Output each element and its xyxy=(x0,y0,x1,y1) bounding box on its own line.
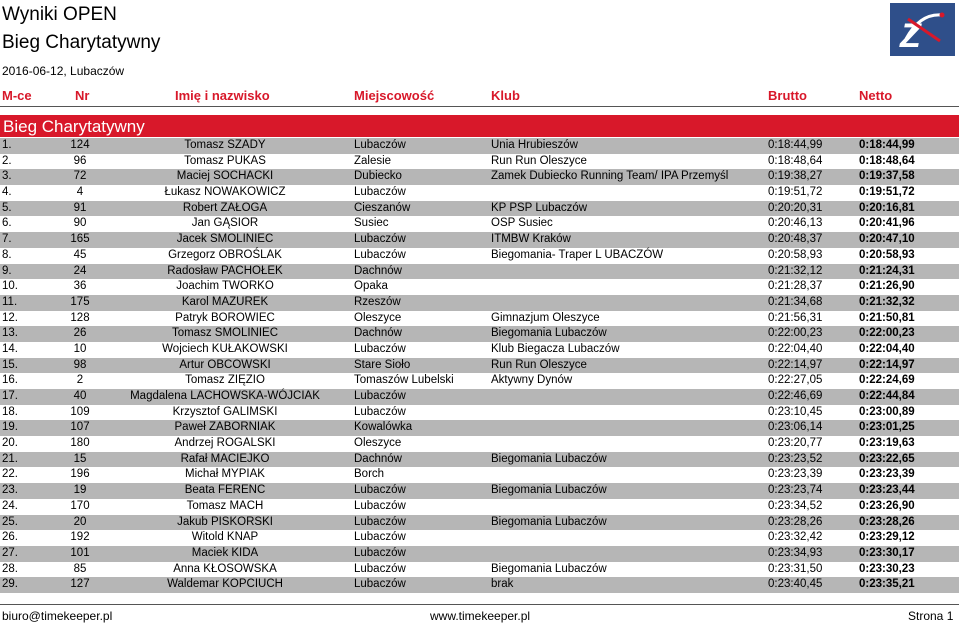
gross-time-cell: 0:20:46,13 xyxy=(768,217,823,230)
footer-website[interactable]: www.timekeeper.pl xyxy=(430,609,531,623)
gross-time-cell: 0:21:32,12 xyxy=(768,264,823,277)
name-cell: Radosław PACHOŁEK xyxy=(167,264,283,277)
name-cell: Michał MYPIAK xyxy=(185,468,265,481)
net-time-cell: 0:18:44,99 xyxy=(859,139,915,151)
place-cell: 9. xyxy=(2,264,12,277)
footer-page-number: Strona 1 xyxy=(908,609,954,623)
gross-time-cell: 0:23:23,74 xyxy=(768,484,823,497)
net-time-cell: 0:23:29,12 xyxy=(859,531,915,544)
col-header-place: M-ce xyxy=(2,88,32,103)
place-cell: 10. xyxy=(2,280,18,293)
table-row xyxy=(0,389,959,405)
club-cell: Klub Biegacza Lubaczów xyxy=(491,342,620,355)
date-location: 2016-06-12, Lubaczów xyxy=(2,64,125,78)
place-cell: 16. xyxy=(2,374,18,387)
city-cell: Lubaczów xyxy=(354,546,406,559)
net-time-cell: 0:23:30,17 xyxy=(859,546,915,559)
gross-time-cell: 0:20:58,93 xyxy=(768,248,823,261)
gross-time-cell: 0:23:28,26 xyxy=(768,515,823,528)
place-cell: 15. xyxy=(2,358,18,371)
table-row xyxy=(0,358,959,374)
gross-time-cell: 0:23:23,39 xyxy=(768,468,823,481)
place-cell: 22. xyxy=(2,468,18,481)
name-cell: Karol MAZUREK xyxy=(181,295,269,308)
number-cell: 26 xyxy=(73,327,87,340)
number-cell: 19 xyxy=(73,484,87,497)
name-cell: Robert ZAŁOGA xyxy=(182,201,268,214)
logo xyxy=(890,3,955,56)
net-time-cell: 0:23:26,90 xyxy=(859,499,915,512)
place-cell: 28. xyxy=(2,562,18,575)
number-cell: 165 xyxy=(70,233,90,246)
name-cell: Grzegorz OBROŚLAK xyxy=(168,248,282,261)
svg-text:Z: Z xyxy=(900,17,921,55)
place-cell: 25. xyxy=(2,515,18,528)
footer-divider xyxy=(0,604,959,605)
net-time-cell: 0:22:24,69 xyxy=(859,374,915,387)
club-cell: Biegomania- Traper L UBACZÓW xyxy=(491,248,664,261)
gross-time-cell: 0:23:10,45 xyxy=(768,405,823,418)
gross-time-cell: 0:22:46,69 xyxy=(768,390,823,402)
gross-time-cell: 0:18:48,64 xyxy=(768,154,823,167)
city-cell: Lubaczów xyxy=(354,390,406,402)
city-cell: Lubaczów xyxy=(354,186,406,199)
column-header-row xyxy=(0,84,959,104)
gross-time-cell: 0:23:34,93 xyxy=(768,546,823,559)
city-cell: Lubaczów xyxy=(354,531,406,544)
place-cell: 6. xyxy=(2,217,12,230)
place-cell: 24. xyxy=(2,499,18,512)
net-time-cell: 0:23:28,26 xyxy=(859,515,915,528)
city-cell: Oleszyce xyxy=(354,437,402,450)
club-cell: Gimnazjum Oleszyce xyxy=(491,311,600,324)
net-time-cell: 0:23:00,89 xyxy=(859,405,915,418)
name-cell: Rafał MACIEJKO xyxy=(180,452,270,465)
club-cell: Biegomania Lubaczów xyxy=(491,484,607,497)
gross-time-cell: 0:23:20,77 xyxy=(768,437,823,450)
number-cell: 128 xyxy=(70,311,90,324)
city-cell: Lubaczów xyxy=(354,233,406,246)
city-cell: Lubaczów xyxy=(354,405,406,418)
place-cell: 5. xyxy=(2,201,12,214)
club-cell: KP PSP Lubaczów xyxy=(491,201,588,214)
number-cell: 180 xyxy=(70,437,90,450)
city-cell: Lubaczów xyxy=(354,578,406,591)
number-cell: 2 xyxy=(76,374,84,387)
table-row xyxy=(0,342,959,358)
name-cell: Krzysztof GALIMSKI xyxy=(172,405,278,418)
number-cell: 170 xyxy=(70,499,90,512)
name-cell: Patryk BOROWIEC xyxy=(175,311,275,324)
club-cell: OSP Susiec xyxy=(491,217,553,230)
city-cell: Susiec xyxy=(354,217,389,230)
table-row xyxy=(0,138,959,154)
gross-time-cell: 0:23:34,52 xyxy=(768,499,823,512)
number-cell: 175 xyxy=(70,295,90,308)
place-cell: 29. xyxy=(2,578,18,591)
name-cell: Artur OBCOWSKI xyxy=(179,358,271,371)
city-cell: Oleszyce xyxy=(354,311,402,324)
city-cell: Stare Sioło xyxy=(354,358,411,371)
city-cell: Zalesie xyxy=(354,154,392,167)
net-time-cell: 0:21:50,81 xyxy=(859,311,915,324)
table-row xyxy=(0,577,959,593)
name-cell: Tomasz MACH xyxy=(186,499,264,512)
number-cell: 4 xyxy=(76,186,84,199)
footer-email[interactable]: biuro@timekeeper.pl xyxy=(2,609,113,623)
number-cell: 127 xyxy=(70,578,90,591)
name-cell: Maciej SOCHACKI xyxy=(176,170,274,183)
number-cell: 98 xyxy=(73,358,87,371)
number-cell: 109 xyxy=(70,405,90,418)
place-cell: 4. xyxy=(2,186,12,199)
city-cell: Lubaczów xyxy=(354,499,406,512)
net-time-cell: 0:22:00,23 xyxy=(859,327,915,340)
table-row xyxy=(0,264,959,280)
results-table xyxy=(0,138,959,593)
net-time-cell: 0:19:51,72 xyxy=(859,186,915,199)
name-cell: Tomasz SZADY xyxy=(184,139,266,151)
gross-time-cell: 0:18:44,99 xyxy=(768,139,823,151)
net-time-cell: 0:23:35,21 xyxy=(859,578,915,591)
name-cell: Tomasz SMOLINIEC xyxy=(171,327,279,340)
net-time-cell: 0:19:37,58 xyxy=(859,170,915,183)
city-cell: Lubaczów xyxy=(354,484,406,497)
club-cell: Zamek Dubiecko Running Team/ IPA Przemyśl xyxy=(491,170,729,183)
net-time-cell: 0:20:41,96 xyxy=(859,217,915,230)
gross-time-cell: 0:21:28,37 xyxy=(768,280,823,293)
col-header-gross: Brutto xyxy=(768,88,807,103)
table-row xyxy=(0,546,959,562)
city-cell: Lubaczów xyxy=(354,342,406,355)
number-cell: 15 xyxy=(73,452,87,465)
net-time-cell: 0:21:24,31 xyxy=(859,264,915,277)
table-row xyxy=(0,185,959,201)
place-cell: 26. xyxy=(2,531,18,544)
place-cell: 14. xyxy=(2,342,18,355)
name-cell: Anna KŁOSOWSKA xyxy=(173,562,277,575)
table-row xyxy=(0,216,959,232)
place-cell: 3. xyxy=(2,170,12,183)
net-time-cell: 0:23:23,44 xyxy=(859,484,915,497)
name-cell: Waldemar KOPCIUCH xyxy=(167,578,283,591)
table-row xyxy=(0,154,959,170)
club-cell: Biegomania Lubaczów xyxy=(491,515,607,528)
net-time-cell: 0:21:32,32 xyxy=(859,295,915,308)
club-cell: Run Run Oleszyce xyxy=(491,154,587,167)
gross-time-cell: 0:21:34,68 xyxy=(768,295,823,308)
gross-time-cell: 0:23:23,52 xyxy=(768,452,823,465)
gross-time-cell: 0:23:06,14 xyxy=(768,421,823,434)
net-time-cell: 0:20:47,10 xyxy=(859,233,915,246)
table-row xyxy=(0,311,959,327)
club-cell: ITMBW Kraków xyxy=(491,233,571,246)
name-cell: Witold KNAP xyxy=(191,531,259,544)
name-cell: Tomasz ZIĘZIO xyxy=(185,374,265,387)
net-time-cell: 0:18:48,64 xyxy=(859,154,915,167)
table-row xyxy=(0,201,959,217)
club-cell: Aktywny Dynów xyxy=(491,374,573,387)
city-cell: Dachnów xyxy=(354,327,402,340)
city-cell: Tomaszów Lubelski xyxy=(354,374,454,387)
net-time-cell: 0:22:44,84 xyxy=(859,390,915,402)
number-cell: 85 xyxy=(73,562,87,575)
number-cell: 40 xyxy=(73,390,87,402)
name-cell: Jacek SMOLINIEC xyxy=(176,233,274,246)
name-cell: Tomasz PUKAS xyxy=(184,154,266,167)
race-subtitle: Bieg Charytatywny xyxy=(2,32,161,53)
net-time-cell: 0:23:30,23 xyxy=(859,562,915,575)
name-cell: Jakub PISKORSKI xyxy=(177,515,273,528)
place-cell: 1. xyxy=(2,139,12,151)
city-cell: Kowalówka xyxy=(354,421,413,434)
col-header-city: Miejscowość xyxy=(354,88,435,103)
number-cell: 192 xyxy=(70,531,90,544)
place-cell: 11. xyxy=(2,295,18,308)
number-cell: 10 xyxy=(73,342,87,355)
table-row xyxy=(0,420,959,436)
city-cell: Lubaczów xyxy=(354,139,406,151)
col-header-name: Imię i nazwisko xyxy=(175,88,270,103)
club-cell: Unia Hrubieszów xyxy=(491,139,578,151)
place-cell: 17. xyxy=(2,390,18,402)
net-time-cell: 0:21:26,90 xyxy=(859,280,915,293)
name-cell: Beata FERENC xyxy=(184,484,266,497)
col-header-number: Nr xyxy=(75,88,90,103)
gross-time-cell: 0:20:48,37 xyxy=(768,233,823,246)
gross-time-cell: 0:21:56,31 xyxy=(768,311,823,324)
name-cell: Magdalena LACHOWSKA-WÓJCIAK xyxy=(130,390,320,402)
place-cell: 8. xyxy=(2,248,12,261)
place-cell: 21. xyxy=(2,452,18,465)
place-cell: 27. xyxy=(2,546,18,559)
gross-time-cell: 0:20:20,31 xyxy=(768,201,823,214)
city-cell: Lubaczów xyxy=(354,515,406,528)
name-cell: Joachim TWORKO xyxy=(176,280,274,293)
table-row xyxy=(0,248,959,264)
number-cell: 24 xyxy=(73,264,87,277)
table-row xyxy=(0,562,959,578)
col-header-net: Netto xyxy=(859,88,893,103)
place-cell: 2. xyxy=(2,154,12,167)
number-cell: 20 xyxy=(73,515,87,528)
city-cell: Borch xyxy=(354,468,385,481)
table-row xyxy=(0,467,959,483)
number-cell: 196 xyxy=(70,468,90,481)
table-row xyxy=(0,279,959,295)
table-row xyxy=(0,326,959,342)
table-row xyxy=(0,405,959,421)
city-cell: Dubiecko xyxy=(354,170,402,183)
net-time-cell: 0:23:23,39 xyxy=(859,468,915,481)
city-cell: Dachnów xyxy=(354,452,402,465)
place-cell: 18. xyxy=(2,405,18,418)
name-cell: Maciek KIDA xyxy=(191,546,259,559)
number-cell: 107 xyxy=(70,421,90,434)
club-cell: Biegomania Lubaczów xyxy=(491,452,607,465)
net-time-cell: 0:22:04,40 xyxy=(859,342,915,355)
gross-time-cell: 0:22:27,05 xyxy=(768,374,823,387)
page-title: Wyniki OPEN xyxy=(2,4,117,25)
number-cell: 36 xyxy=(73,280,87,293)
place-cell: 7. xyxy=(2,233,12,246)
table-row xyxy=(0,373,959,389)
place-cell: 19. xyxy=(2,421,18,434)
net-time-cell: 0:23:01,25 xyxy=(859,421,915,434)
club-cell: Biegomania Lubaczów xyxy=(491,562,607,575)
club-cell: Run Run Oleszyce xyxy=(491,358,587,371)
club-cell: brak xyxy=(491,578,514,591)
category-title: Bieg Charytatywny xyxy=(3,117,145,136)
number-cell: 101 xyxy=(70,546,90,559)
net-time-cell: 0:23:22,65 xyxy=(859,452,915,465)
gross-time-cell: 0:22:00,23 xyxy=(768,327,823,340)
gross-time-cell: 0:23:31,50 xyxy=(768,562,823,575)
table-row xyxy=(0,169,959,185)
gross-time-cell: 0:19:51,72 xyxy=(768,186,823,199)
name-cell: Paweł ZABORNIAK xyxy=(174,421,276,434)
place-cell: 20. xyxy=(2,437,18,450)
table-row xyxy=(0,515,959,531)
city-cell: Opaka xyxy=(354,280,388,293)
gross-time-cell: 0:23:40,45 xyxy=(768,578,823,591)
table-row xyxy=(0,452,959,468)
club-cell: Biegomania Lubaczów xyxy=(491,327,607,340)
net-time-cell: 0:20:58,93 xyxy=(859,248,915,261)
place-cell: 13. xyxy=(2,327,18,340)
category-banner xyxy=(0,115,959,137)
table-row xyxy=(0,483,959,499)
number-cell: 90 xyxy=(73,217,87,230)
gross-time-cell: 0:23:32,42 xyxy=(768,531,823,544)
table-row xyxy=(0,232,959,248)
gross-time-cell: 0:22:14,97 xyxy=(768,358,823,371)
city-cell: Lubaczów xyxy=(354,248,406,261)
number-cell: 45 xyxy=(73,248,87,261)
city-cell: Lubaczów xyxy=(354,562,406,575)
city-cell: Cieszanów xyxy=(354,201,411,214)
net-time-cell: 0:20:16,81 xyxy=(859,201,915,214)
city-cell: Rzeszów xyxy=(354,295,401,308)
place-cell: 23. xyxy=(2,484,18,497)
number-cell: 96 xyxy=(73,154,87,167)
gross-time-cell: 0:19:38,27 xyxy=(768,170,823,183)
table-row xyxy=(0,436,959,452)
header-divider xyxy=(0,106,959,107)
table-row xyxy=(0,530,959,546)
table-row xyxy=(0,295,959,311)
col-header-club: Klub xyxy=(491,88,520,103)
name-cell: Wojciech KUŁAKOWSKI xyxy=(162,342,288,355)
gross-time-cell: 0:22:04,40 xyxy=(768,342,823,355)
name-cell: Andrzej ROGALSKI xyxy=(174,437,276,450)
net-time-cell: 0:22:14,97 xyxy=(859,358,915,371)
number-cell: 124 xyxy=(70,139,90,151)
place-cell: 12. xyxy=(2,311,18,324)
city-cell: Dachnów xyxy=(354,264,402,277)
table-row xyxy=(0,499,959,515)
number-cell: 72 xyxy=(73,170,87,183)
logo-graphic xyxy=(890,3,955,56)
name-cell: Jan GĄSIOR xyxy=(191,217,259,230)
number-cell: 91 xyxy=(73,201,87,214)
net-time-cell: 0:23:19,63 xyxy=(859,437,915,450)
name-cell: Łukasz NOWAKOWICZ xyxy=(164,186,286,199)
